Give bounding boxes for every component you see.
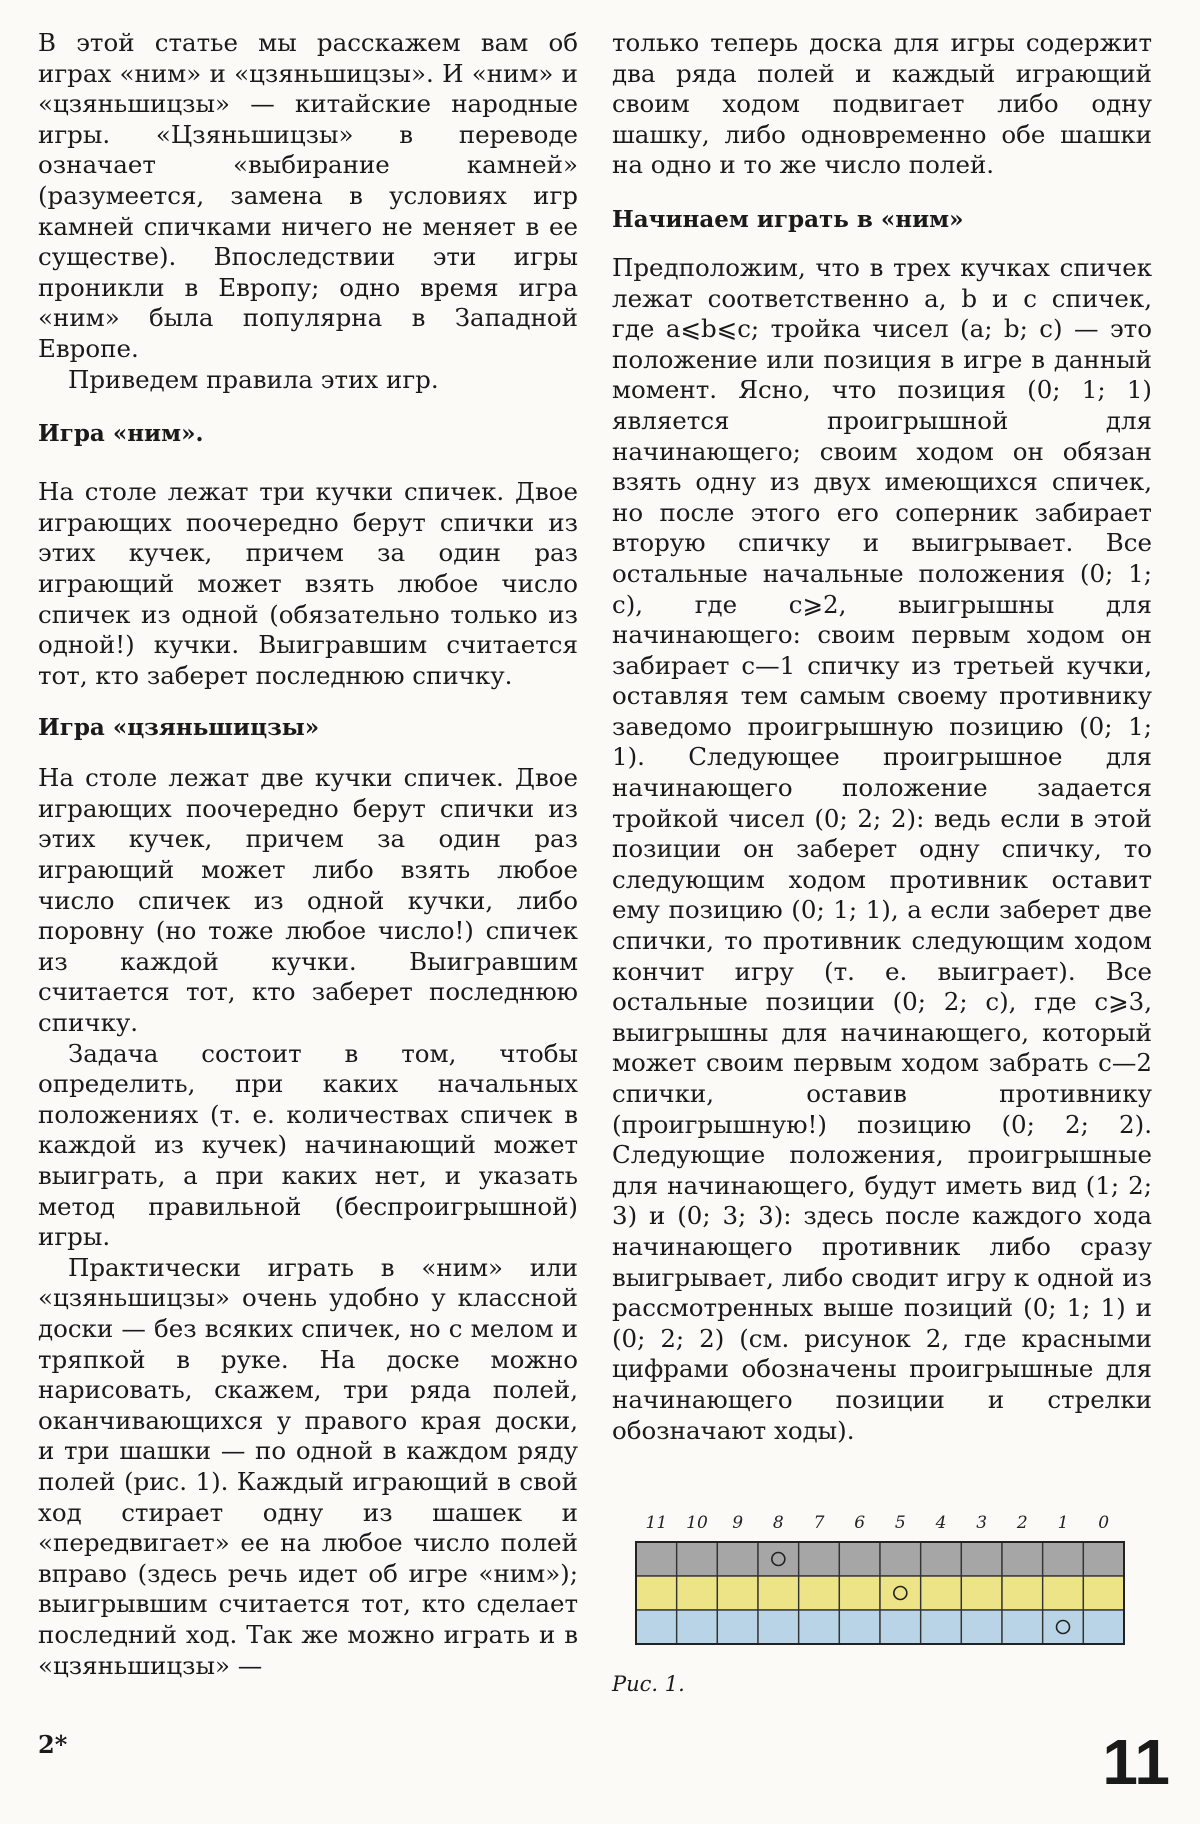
- board-cell: [677, 1542, 718, 1576]
- board-cell: [1002, 1542, 1043, 1576]
- column-label: 2: [1016, 1513, 1028, 1533]
- board-cell: [677, 1610, 718, 1644]
- board-cell: [758, 1576, 799, 1610]
- column-label: 5: [894, 1513, 906, 1533]
- left-column: [38, 28, 578, 1681]
- column-label: 11: [645, 1513, 668, 1533]
- board-cell: [921, 1576, 962, 1610]
- board-cell: [961, 1610, 1002, 1644]
- board-cell: [636, 1542, 677, 1576]
- section-heading: Начинаем играть в «ним»: [612, 205, 964, 233]
- figure-board: [632, 1508, 1132, 1658]
- board-cell: [921, 1542, 962, 1576]
- board-cell: [1043, 1610, 1084, 1644]
- paragraph: только теперь доска для игры содержит два ряда полей и каждый играющий своим ходом подвигает либо одну шашку, либо одновременно обе шашки на одно и то же число полей.: [612, 28, 1152, 180]
- column-label: 0: [1098, 1513, 1110, 1533]
- board-cell: [1083, 1542, 1124, 1576]
- board-cell: [677, 1576, 718, 1610]
- column-label: 8: [772, 1513, 784, 1533]
- board-cell: [921, 1610, 962, 1644]
- signature-mark: 2*: [38, 1730, 68, 1759]
- board-cell: [839, 1576, 880, 1610]
- board-cell: [717, 1576, 758, 1610]
- board-diagram: [632, 1508, 1132, 1658]
- paragraph: Предположим, что в трех кучках спичек лежат соответственно a, b и c спичек, где a⩽b⩽c; тройка чисел (a; b; c) — это положение или позиция в игре в данный момент. Ясно, что позиция (0; 1; 1) является проигрышной для начинающего; своим ходом он обязан взять одну из двух имеющихся спичек, но после этого его соперник забирает вторую спичку и выигрывает. Все остальные начальные положения (0; 1; c), где c⩾2, выигрышны для начинающего: своим первым ходом он забирает c—1 спичку из третьей кучки, оставляя тем самым своему противнику заведомо проигрышную позицию (0; 1; 1). Следующее проигрышное для начинающего положение задается тройкой чисел (0; 2; 2): ведь если в этой позиции он заберет одну спичку, то следующим ходом противник оставит ему позицию (0; 1; 1), а если заберет две спички, то противник следующим ходом кончит игру (т. е. выиграет). Все остальные позиции (0; 2; c), где c⩾3, выигрышны для начинающего, который может своим первым ходом забрать c—2 спички, оставив противнику (проигрышную!) позицию (0; 2; 2). Следующие положения, проигрышные для начинающего, будут иметь вид (1; 2; 3) и (0; 3; 3): здесь после каждого хода начинающего противник либо сразу выигрывает, либо сводит игру к одной из рассмотренных выше позиций (0; 1; 1) и (0; 2; 2) (см. рисунок 2, где красными цифрами обозначены проигрышные для начинающего позиции и стрелки обозначают ходы).: [612, 252, 1152, 1445]
- column-label: 10: [686, 1513, 708, 1533]
- column-label: 7: [813, 1513, 825, 1533]
- paragraph: В этой статье мы расскажем вам об играх «ним» и «цзяньшицзы». И «ним» и «цзяньшицзы» — китайские народные игры. «Цзяньшицзы» в переводе означает «выбирание камней» (разумеется, замена в условиях игр камней спичками ничего не меняет в ее существе). Впоследствии эти игры проникли в Европу; одно время игра «ним» была популярна в Западной Европе.: [38, 28, 578, 363]
- board-cell: [1043, 1542, 1084, 1576]
- paragraph: Задача состоит в том, чтобы определить, при каких начальных положениях (т. е. количествах спичек в каждой из кучек) начинающий может выиграть, а при каких нет, и указать метод правильной (беспроигрышной) игры.: [38, 1038, 578, 1252]
- board-cell: [717, 1610, 758, 1644]
- right-column: [612, 28, 1152, 1446]
- board-cell: [1002, 1576, 1043, 1610]
- column-label: 1: [1057, 1513, 1069, 1533]
- paragraph: На столе лежат три кучки спичек. Двое играющих поочередно берут спички из этих кучек, причем за один раз играющий может взять любое число спичек из одной (обязательно только из одной!) кучки. Выигравшим считается тот, кто заберет последнюю спичку.: [38, 477, 578, 690]
- board-cell: [961, 1542, 1002, 1576]
- board-cell: [758, 1542, 799, 1576]
- board-cell: [961, 1576, 1002, 1610]
- board-cell: [1083, 1610, 1124, 1644]
- board-cell: [880, 1576, 921, 1610]
- column-label: 4: [935, 1513, 947, 1533]
- paragraph: Приведем правила этих игр.: [68, 364, 439, 394]
- board-cell: [636, 1610, 677, 1644]
- board-cell: [717, 1542, 758, 1576]
- board-cell: [839, 1610, 880, 1644]
- page-number: 11: [1102, 1726, 1170, 1798]
- board-cell: [758, 1610, 799, 1644]
- figure-caption: Рис. 1.: [612, 1672, 685, 1696]
- column-label: 9: [732, 1513, 744, 1533]
- board-cell: [799, 1610, 840, 1644]
- section-heading: Игра «ним».: [38, 420, 204, 448]
- board-cell: [636, 1576, 677, 1610]
- paragraph: На столе лежат две кучки спичек. Двое играющих поочередно берут спички из этих кучек, причем за один раз играющий может либо взять любое число спичек из одной кучки, либо поровну (но тоже любое число!) спичек из каждой кучки. Выигравшим считается тот, кто заберет последнюю спичку.: [38, 763, 578, 1038]
- column-label: 6: [854, 1513, 866, 1533]
- board-cell: [799, 1576, 840, 1610]
- board-cell: [1083, 1576, 1124, 1610]
- paragraph: Практически играть в «ним» или «цзяньшицзы» очень удобно у классной доски — без всяких спичек, но с мелом и тряпкой в руке. На доске можно нарисовать, скажем, три ряда полей, оканчивающихся у правого края доски, и три шашки — по одной в каждом ряду полей (рис. 1). Каждый играющий в свой ход стирает одну из шашек и «передвигает» ее на любое число полей вправо (здесь речь идет об игре «ним»); выигрывшим считается тот, кто сделает последний ход. Так же можно играть и в «цзяньшицзы» —: [38, 1252, 578, 1680]
- board-cell: [880, 1610, 921, 1644]
- board-cell: [880, 1542, 921, 1576]
- section-heading: Игра «цзяньшицзы»: [38, 714, 320, 742]
- board-cell: [799, 1542, 840, 1576]
- board-cell: [1002, 1610, 1043, 1644]
- board-cell: [1043, 1576, 1084, 1610]
- column-label: 3: [976, 1513, 988, 1533]
- board-cell: [839, 1542, 880, 1576]
